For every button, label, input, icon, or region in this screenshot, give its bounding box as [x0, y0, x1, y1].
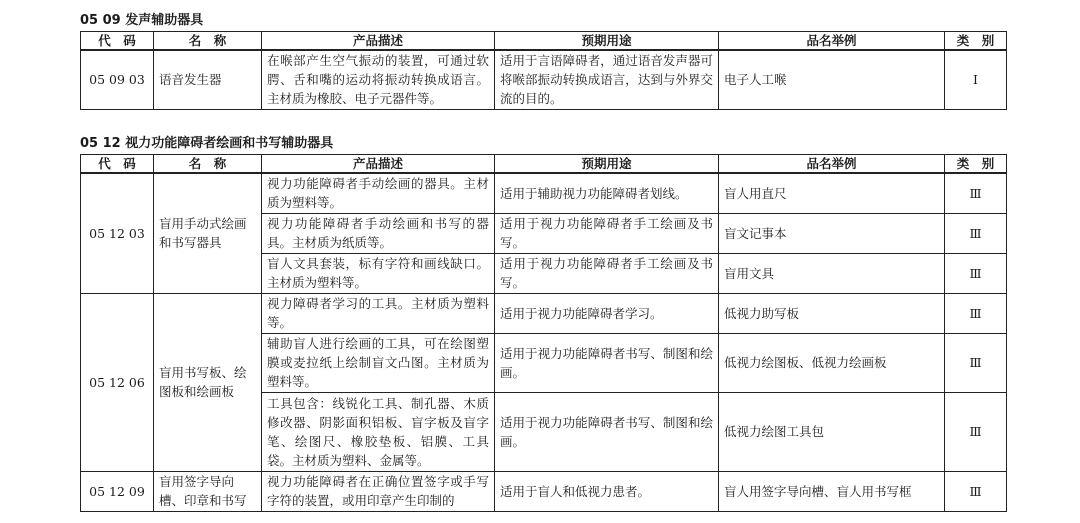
cell-desc: 在喉部产生空气振动的装置，可通过软腭、舌和嘴的运动将振动转换成语言。主材质为橡胶、电子元器件等。 — [262, 50, 495, 109]
cell-example: 低视力绘图工具包 — [719, 392, 945, 471]
cell-category: Ⅲ — [945, 253, 1007, 293]
cell-desc: 视力障碍者学习的工具。主材质为塑料等。 — [262, 293, 495, 333]
table-row — [81, 50, 1007, 109]
cell-example: 电子人工喉 — [719, 50, 945, 109]
header-category: 类 别 — [945, 32, 1007, 51]
cell-category: Ⅲ — [945, 173, 1007, 213]
cell-category: Ⅲ — [945, 213, 1007, 253]
cell-category: Ⅲ — [945, 293, 1007, 333]
cell-example: 盲人用签字导向槽、盲人用书写框 — [719, 471, 945, 511]
cell-use: 适用于言语障碍者，通过语音发声器可将喉部振动转换成语言，达到与外界交流的目的。 — [495, 50, 719, 109]
table-row — [81, 173, 1007, 213]
header-desc: 产品描述 — [262, 32, 495, 51]
cell-code: 05 09 03 — [81, 50, 154, 109]
cell-desc: 工具包含：线锐化工具、制孔器、木质修改器、阴影面积铝板、盲字板及盲字笔、绘图尺、橡胶垫板、铝膜、工具袋。主材质为塑料、金属等。 — [262, 392, 495, 471]
cell-category: Ⅲ — [945, 333, 1007, 392]
header-category: 类 别 — [945, 155, 1007, 174]
cell-use: 适用于盲人和低视力患者。 — [495, 471, 719, 511]
cell-use: 适用于视力功能障碍者手工绘画及书写。 — [495, 253, 719, 293]
cell-name: 盲用手动式绘画和书写器具 — [154, 173, 262, 293]
cell-desc: 视力功能障碍者在正确位置签字或手写字符的装置，或用印章产生印制的 — [262, 471, 495, 511]
cell-code: 05 12 06 — [81, 293, 154, 471]
cell-use: 适用于辅助视力功能障碍者划线。 — [495, 173, 719, 213]
header-desc: 产品描述 — [262, 155, 495, 174]
cell-desc: 视力功能障碍者手动绘画的器具。主材质为塑料等。 — [262, 173, 495, 213]
header-use: 预期用途 — [495, 155, 719, 174]
header-name: 名 称 — [154, 155, 262, 174]
table-0509 — [80, 31, 1007, 110]
cell-use: 适用于视力功能障碍者书写、制图和绘画。 — [495, 333, 719, 392]
section-title-0509: 05 09 发声辅助器具 — [80, 13, 204, 28]
table-row — [81, 471, 1007, 511]
header-name: 名 称 — [154, 32, 262, 51]
cell-category: Ⅲ — [945, 471, 1007, 511]
cell-name: 盲用签字导向槽、印章和书写 — [154, 471, 262, 511]
table-0512 — [80, 154, 1007, 512]
cell-example: 低视力助写板 — [719, 293, 945, 333]
cell-example: 低视力绘图板、低视力绘画板 — [719, 333, 945, 392]
header-code: 代 码 — [81, 32, 154, 51]
cell-use: 适用于视力功能障碍者手工绘画及书写。 — [495, 213, 719, 253]
cell-desc: 视力功能障碍者手动绘画和书写的器具。主材质为纸质等。 — [262, 213, 495, 253]
cell-code: 05 12 03 — [81, 173, 154, 293]
cell-desc: 盲人文具套装，标有字符和画线缺口。主材质为塑料等。 — [262, 253, 495, 293]
header-example: 品名举例 — [719, 32, 945, 51]
cell-example: 盲人用直尺 — [719, 173, 945, 213]
cell-use: 适用于视力功能障碍者学习。 — [495, 293, 719, 333]
cell-use: 适用于视力功能障碍者书写、制图和绘画。 — [495, 392, 719, 471]
section-title-0512: 05 12 视力功能障碍者绘画和书写辅助器具 — [80, 136, 334, 151]
cell-name: 盲用书写板、绘图板和绘画板 — [154, 293, 262, 471]
cell-category: Ⅰ — [945, 50, 1007, 109]
cell-example: 盲用文具 — [719, 253, 945, 293]
cell-desc: 辅助盲人进行绘画的工具，可在绘图塑膜或麦拉纸上绘制盲文凸图。主材质为塑料等。 — [262, 333, 495, 392]
cell-name: 语音发生器 — [154, 50, 262, 109]
table-row — [81, 293, 1007, 333]
table-header-row — [81, 32, 1007, 51]
table-header-row — [81, 155, 1007, 174]
cell-example: 盲文记事本 — [719, 213, 945, 253]
header-code: 代 码 — [81, 155, 154, 174]
cell-code: 05 12 09 — [81, 471, 154, 511]
cell-category: Ⅲ — [945, 392, 1007, 471]
header-use: 预期用途 — [495, 32, 719, 51]
header-example: 品名举例 — [719, 155, 945, 174]
